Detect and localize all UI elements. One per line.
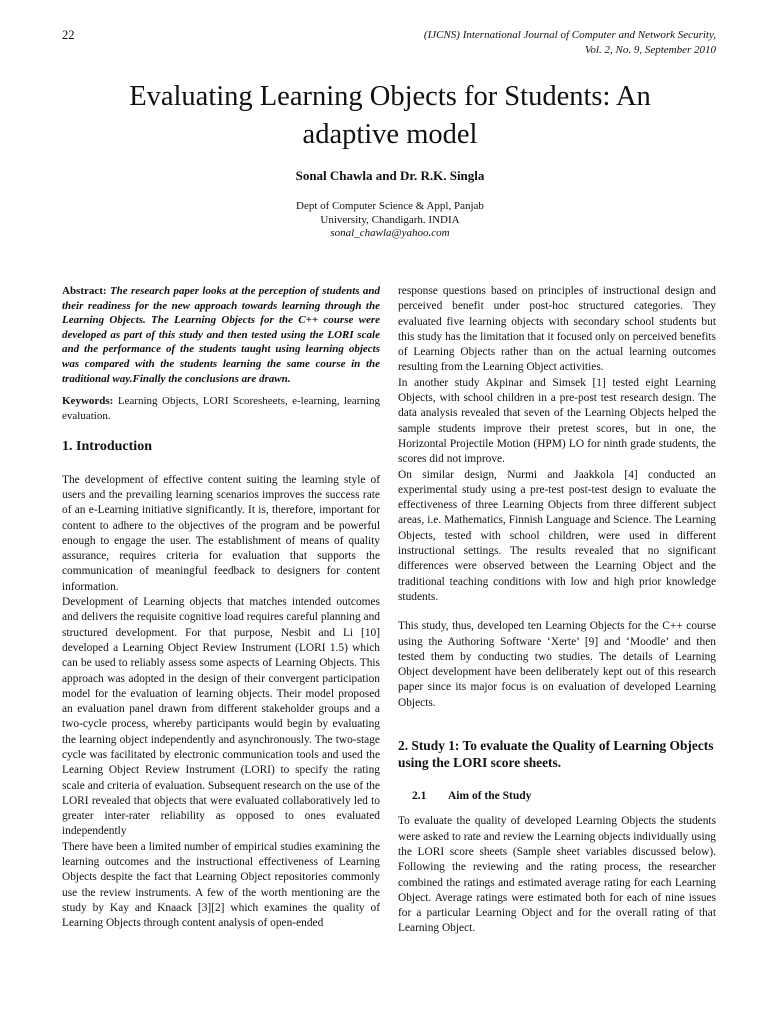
journal-name: (IJCNS) International Journal of Computer and Network Security, (423, 29, 716, 41)
journal-issue: Vol. 2, No. 9, September 2010 (584, 44, 716, 56)
subsection-heading-aim (412, 789, 716, 804)
keywords (62, 394, 380, 423)
title-line-2: adaptive model (302, 119, 478, 150)
section-heading-introduction: 1. Introduction (62, 439, 152, 455)
affiliation-line-1: Dept of Computer Science & Appl, Panjab (296, 200, 484, 212)
affiliation-line-2: University, Chandigarh. INDIA (320, 213, 460, 226)
abstract (62, 284, 380, 386)
keywords-text: Learning Objects, LORI Scoresheets, e-learning, learning evaluation. (62, 395, 380, 422)
section-heading-study-1: 2. Study 1: To evaluate the Quality of Learning Objects using the LORI score sheets. (398, 738, 714, 771)
authors: Sonal Chawla and Dr. R.K. Singla (295, 168, 485, 183)
title-line-1: Evaluating Learning Objects for Students: An (129, 81, 651, 112)
subsection-title: Aim of the Study (448, 790, 532, 803)
right-paragraph-1: response questions based on principles of instructional design and perceived benefit under post-hoc structured categories. They evaluated five learning objects with secondary school students but this study has the limitation that it focused only on perceived benefits of Learning Objects rather than on the actual learning outcomes resulting from the Learning Object activities. (398, 285, 716, 374)
intro-paragraph-1: The development of effective content suiting the learning style of users and the prevailing learning scenarios improves the success rate of an e-Learning initiative significantly. It is, therefore, important for content to adhere to the objectives of the program and be powerful enough to engage the user. The establishment of means of quality assurance, requires criteria for evaluation that supports the communication of meaningful feedback to designers for content information. (62, 473, 380, 593)
author-email: sonal_chawla@yahoo.com (330, 227, 450, 239)
keywords-label: Keywords: (62, 395, 114, 408)
right-column (398, 284, 716, 937)
right-paragraph-3: On similar design, Nurmi and Jaakkola [4] conducted an experimental study using a pre-test post-test design to evaluate the effectiveness of three Learning Objects from three different subject areas, i.e. Mathematics, Finnish Language and Science. The Learning Objects, tested with school children, were used in different instructional settings. The results revealed that no significant differences were observed between the Learning Object and the traditional teaching conditions with low and high prior knowledge students. (398, 468, 716, 603)
abstract-label: Abstract: (62, 285, 107, 297)
right-paragraph-4: This study, thus, developed ten Learning Objects for the C++ course using the Authoring Software ‘Xerte’ [9] and ‘Moodle’ and then tested them by conducting two studies. The details of Learning Object development have been deliberately kept out of this research paper since its major focus is on evaluation of developed Learning Objects. (398, 620, 716, 709)
paper-title (70, 78, 710, 154)
subsection-number: 2.1 (412, 790, 427, 803)
affiliation (180, 200, 600, 241)
aim-paragraph: To evaluate the quality of developed Learning Objects the students were asked to rate and review the Learning objects individually using the LORI score sheets (Sample sheet variables discussed below). Following the reviewing and the rating process, the researcher combined the ratings and estimated average rating for each Learning Object. Average ratings were estimated both for each of nine issues for a particular Learning Object and for the overall rating of that Learning Object. (398, 815, 716, 935)
abstract-text: The research paper looks at the perception of students and their readiness for the new approach towards learning through the Learning Objects. The Learning Objects for the C++ course were developed as part of this study and then tested using the LORI scale and the performance of the students taught using learning objects was compared with the students learning the same course in the traditional way.Finally the conclusions are drawn. (62, 285, 381, 385)
page-number: 22 (62, 28, 75, 42)
left-column (62, 284, 380, 932)
journal-header (424, 28, 716, 58)
right-paragraph-2: In another study Akpinar and Simsek [1] tested eight Learning Objects, with school children in a pre-post test research design. The data analysis revealed that seven of the Learning Objects helped the sample students improve their pretest scores, but in one, the Horizontal Projectile Motion (HPM) LO for ninth grade students, the scores did not improve. (398, 376, 716, 466)
intro-paragraph-3: There have been a limited number of empirical studies examining the learning outcomes and the instructional effectiveness of Learning Objects despite the fact that Learning Object repositories commonly use the review instruments. A few of the worth mentioning are the study by Kay and Knaack [3][2] which examines the quality of Learning Objects through content analysis of open-ended (62, 840, 380, 930)
intro-paragraph-2: Development of Learning objects that matches intended outcomes and delivers the requisite cognitive load requires careful planning and structured development. For that purpose, Nesbit and Li [10] developed a Learning Object Review Instrument (LORI 1.5) which can be used to reliably assess some aspects of Learning Objects. This approach was adopted in the design of their convergent participation model for the evaluation of learning objects. Their model proposed an evaluation panel drawn from different stakeholder groups and a two-cycle process, whereby participants would begin by evaluating the learning object independently and asynchronously. The two-stage cycle was facilitated by electronic communication tools and used the Learning Object Review Instrument (LORI) to specify the rating scale and criteria of evaluation. Subsequent research on the use of the LORI revealed that objects that were evaluated collaboratively led to greater inter-rater reliability as opposed to ones evaluated independently (62, 596, 380, 838)
